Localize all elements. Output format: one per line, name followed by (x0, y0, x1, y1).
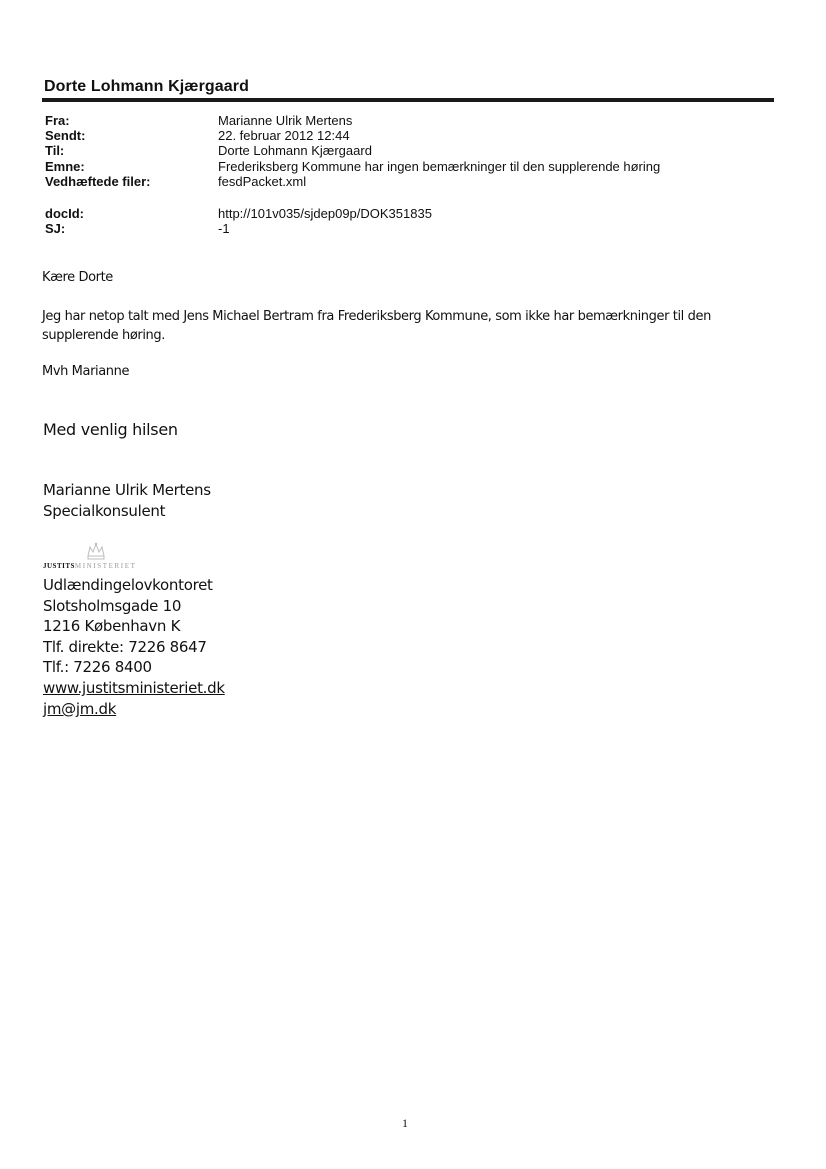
signature-phone-direct: Tlf. direkte: 7226 8647 (43, 638, 207, 656)
meta-value-docid: http://101v035/sjdep09p/DOK351835 (218, 206, 432, 221)
body-paragraph-line-1: Jeg har netop talt med Jens Michael Bertram fra Frederiksberg Kommune, som ikke har bemærkninger til den (42, 309, 711, 324)
meta-value-from: Marianne Ulrik Mertens (218, 113, 353, 128)
signature-city: 1216 København K (43, 617, 181, 635)
recipient-name-heading: Dorte Lohmann Kjærgaard (44, 78, 249, 95)
body-paragraph-line-2: supplerende høring. (42, 328, 165, 343)
crown-crest-icon (85, 541, 107, 561)
closing: Mvh Marianne (42, 364, 130, 379)
meta-label-sent: Sendt: (45, 128, 86, 143)
meta-label-attachments: Vedhæftede filer: (45, 174, 151, 189)
meta-value-sj: -1 (218, 221, 230, 236)
meta-value-attachments[interactable]: fesdPacket.xml (218, 174, 307, 189)
signature-office: Udlændingelovkontoret (43, 576, 213, 594)
signature-street: Slotsholmsgade 10 (43, 597, 182, 615)
signature-phone: Tlf.: 7226 8400 (43, 658, 152, 676)
signature-email-row (43, 699, 116, 720)
meta-value-to: Dorte Lohmann Kjærgaard (218, 143, 372, 158)
header-rule (42, 98, 774, 102)
signature-name: Marianne Ulrik Mertens (43, 481, 211, 499)
meta-value-sent: 22. februar 2012 12:44 (218, 128, 350, 143)
meta-label-subject: Emne: (45, 159, 85, 174)
email-link[interactable]: jm@jm.dk (43, 700, 117, 718)
ministry-logo (43, 562, 136, 570)
meta-label-docid: docId: (45, 206, 84, 221)
page-number: 1 (402, 1116, 408, 1130)
logo-word-ministeriet: MINISTERIET (74, 562, 137, 570)
meta-label-sj: SJ: (45, 221, 66, 236)
logo-word-justits: JUSTITS (43, 562, 75, 570)
website-link[interactable]: www.justitsministeriet.dk (43, 679, 225, 697)
meta-label-to: Til: (45, 143, 65, 158)
meta-label-from: Fra: (45, 113, 70, 128)
signature-website-row (43, 678, 225, 699)
meta-value-subject: Frederiksberg Kommune har ingen bemærkninger til den supplerende høring (218, 159, 661, 174)
signature-title: Specialkonsulent (43, 502, 166, 520)
greeting: Kære Dorte (42, 270, 113, 285)
signature-regards: Med venlig hilsen (43, 420, 178, 439)
